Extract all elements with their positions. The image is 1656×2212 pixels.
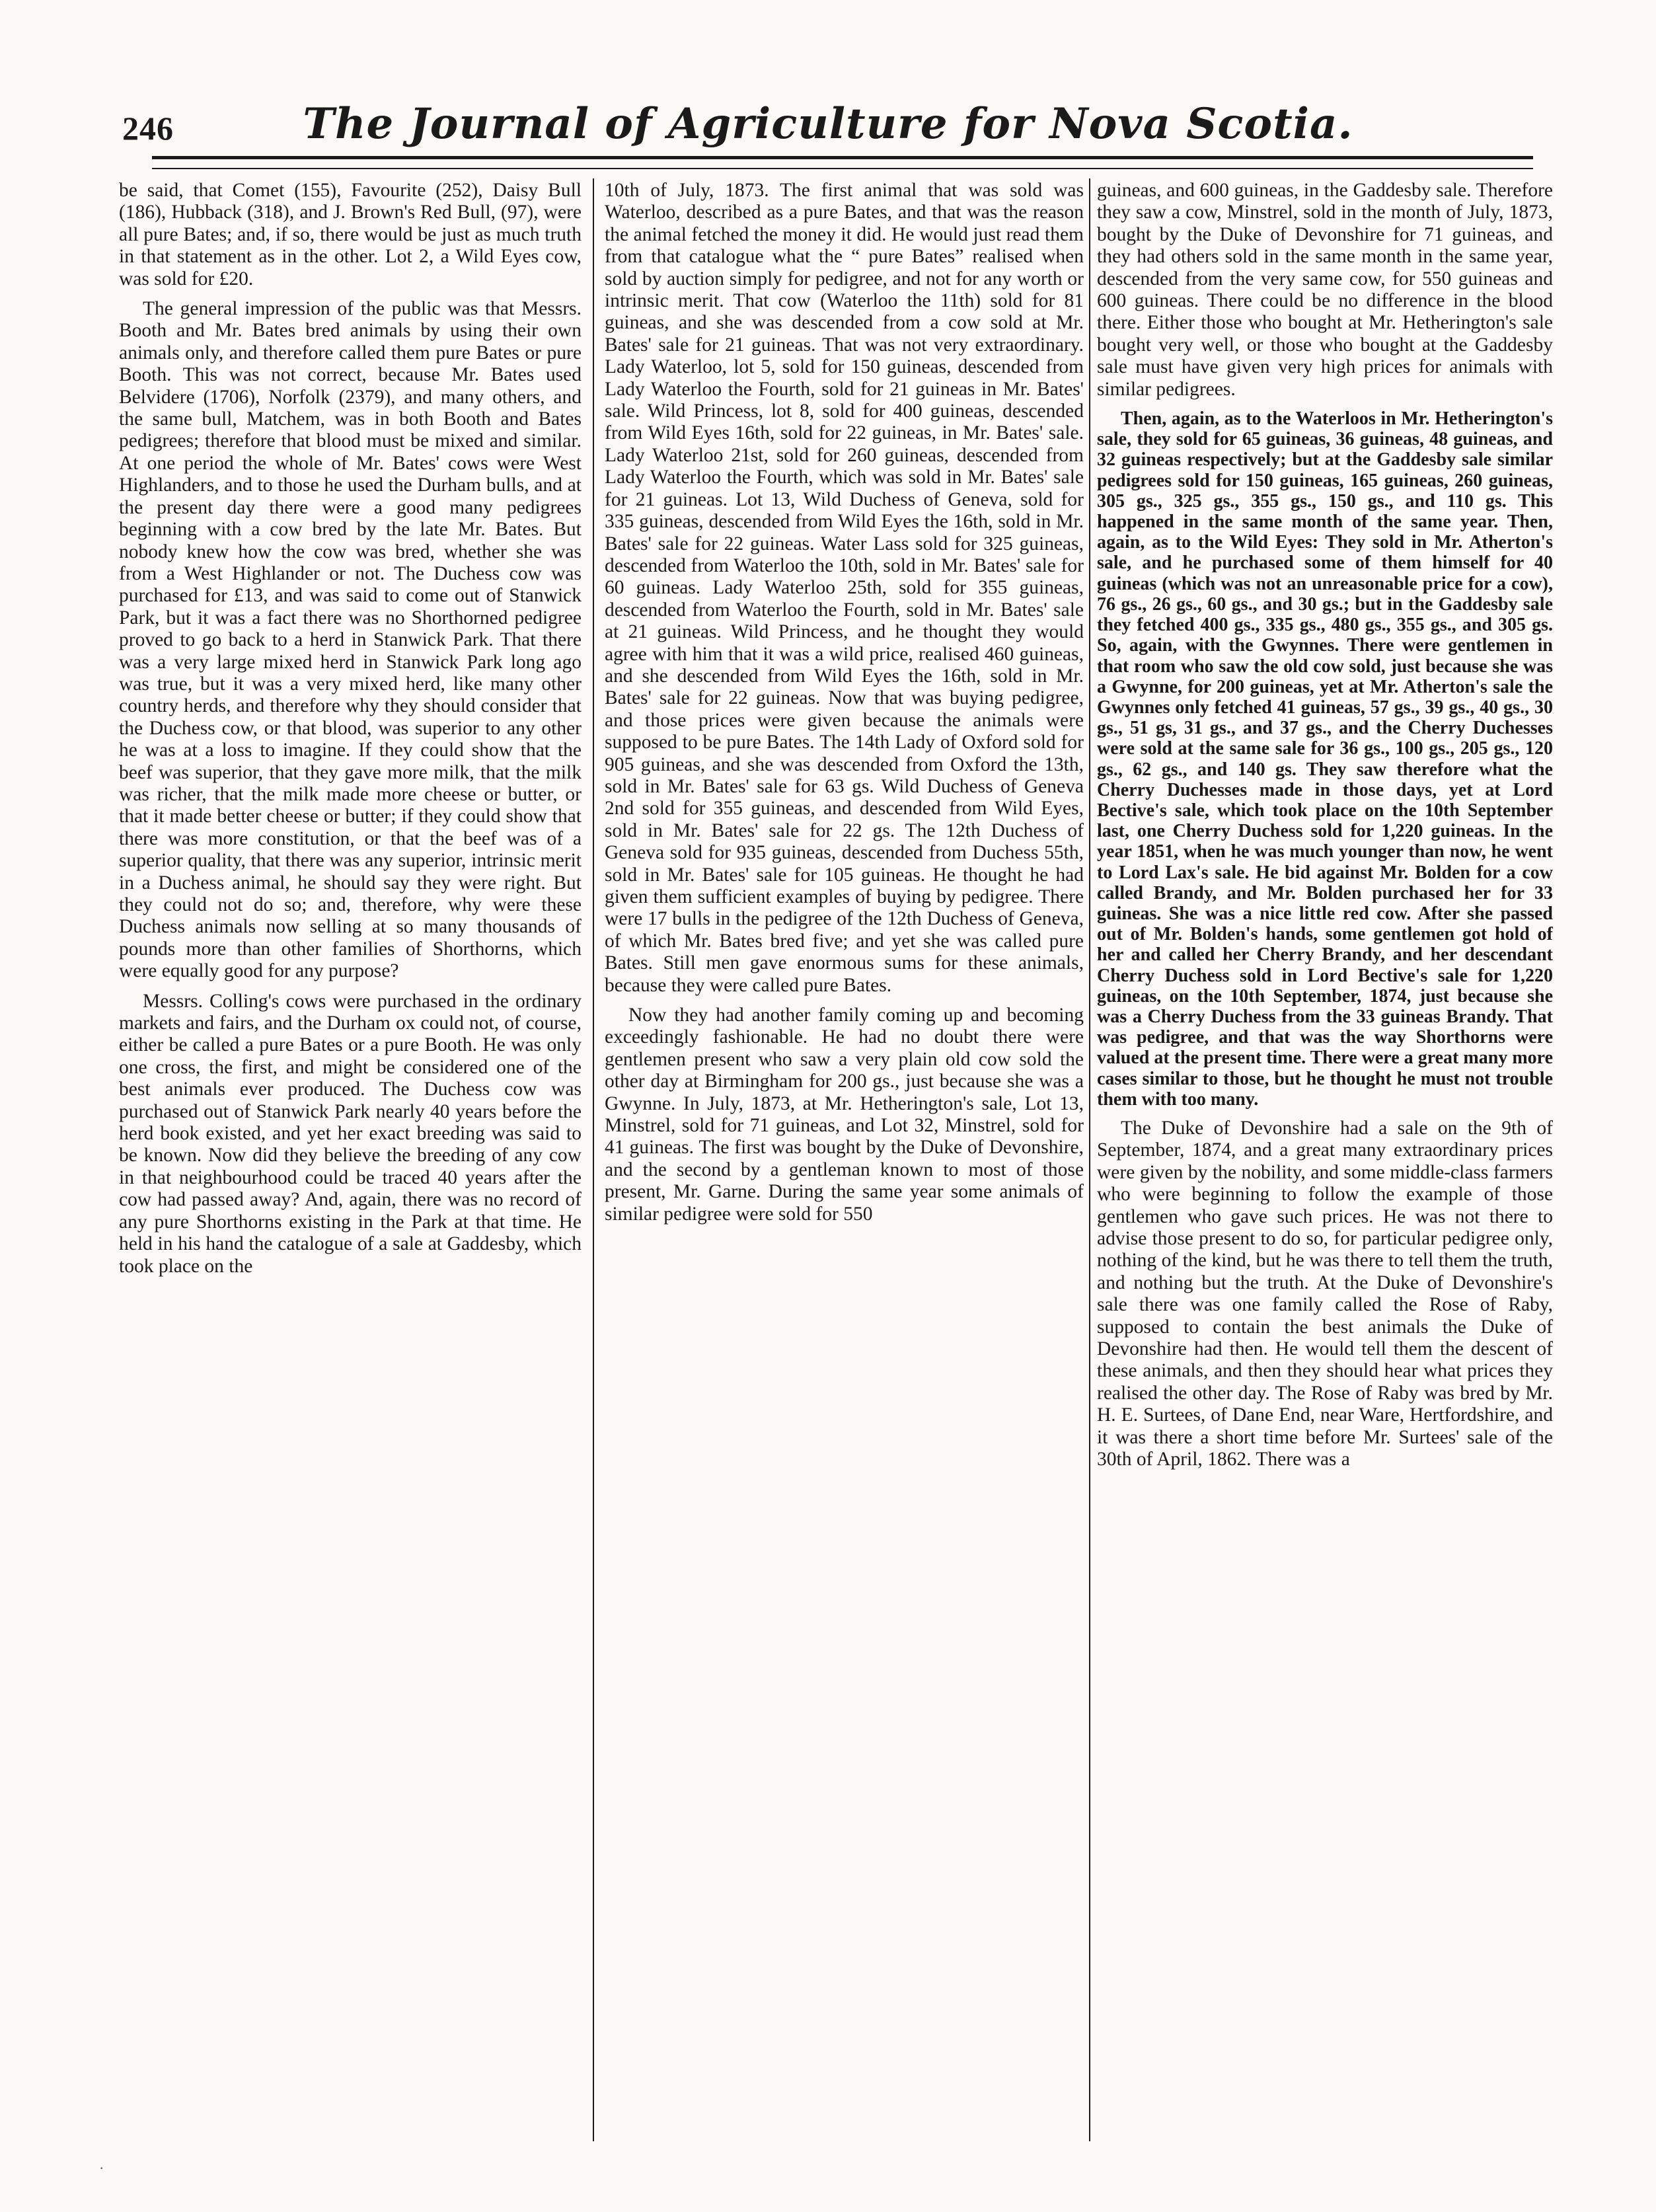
paragraph: Now they had another family coming up and becoming exceedingly fashionable. He had no doubt there were gentlemen present who saw a very plain old cow sold the other day at Birmingham for 200 gs., just because she was a Gwynne. In July, 1873, at Mr. Hetherington's sale, Lot 13, Minstrel, sold for 71 guineas, and Lot 32, Minstrel, sold for 41 guineas. The first was bought by the Duke of Devonshire, and the second by a gentleman known to most of those present, Mr. Garne. During the same year some animals of similar pedigree were sold for 550 xyxy=(605,1005,1084,1225)
paragraph: The general impression of the public was that Messrs. Booth and Mr. Bates bred animals by using their own animals only, and therefore called them pure Bates or pure Booth. This was not correct, because Mr. Bates used Belvidere (1706), Norfolk (2379), and many others, and the same bull, Matchem, was in both Booth and Bates pedigrees; therefore that blood must be mixed and similar. At one period the whole of Mr. Bates' cows were West Highlanders, and to those he used the Durham bulls, and at the present day there were a good many pedigrees beginning with a cow bred by the late Mr. Bates. But nobody knew how the cow was bred, whether she was from a West Highlander or not. The Duchess cow was purchased for £13, and was said to come out of Stanwick Park, but it was a fact there was no Shorthorned pedigree proved to go back to a herd in Stanwick Park. That there was a very large mixed herd in Stanwick Park long ago was true, but it was a very mixed herd, like many other country herds, and therefore why they should consider that the Duchess cow, or that blood, was superior to any other he was at a loss to imagine. If they could show that the beef was superior, that they gave more milk, that the milk was richer, that the milk made more cheese or butter, or that it made better cheese or butter; if they could show that there was more constitution, or that the beef was of a superior quality, that there was any superior, intrinsic merit in a Duchess animal, he should say they were right. But they could not do so; and, therefore, why were these Duchess animals now selling at so many thousands of pounds more than other families of Shorthorns, which were equally good for any purpose? xyxy=(119,298,582,982)
page-speck: · xyxy=(99,2160,104,2176)
paragraph: guineas, and 600 guineas, in the Gaddesby sale. Therefore they saw a cow, Minstrel, sold in the month of July, 1873, bought by the Duke of Devonshire for 71 guineas, and they had others sold in the same month in the same year, descended from the very same cow, for 550 guineas and 600 guineas. There could be no difference in the blood there. Either those who bought at Mr. Hetherington's sale bought very well, or those who bought at the Gaddesby sale must have given very high prices for animals with similar pedigrees. xyxy=(1097,180,1553,400)
text-column-2 xyxy=(605,180,1084,2136)
paragraph: The Duke of Devonshire had a sale on the 9th of September, 1874, and a great many extraordinary prices were given by the nobility, and some middle-class farmers who were beginning to follow the example of those gentlemen who gave such prices. He was not there to advise those present to do so, for particular pedigree only, nothing of the kind, but he was there to tell them the truth, and nothing but the truth. At the Duke of Devonshire's sale there was one family called the Rose of Raby, supposed to contain the best animals the Duke of Devonshire had then. He would tell them the descent of these animals, and then they should hear what prices they realised the other day. The Rose of Raby was bred by Mr. H. E. Surtees, of Dane End, near Ware, Hertfordshire, and it was there a short time before Mr. Surtees' sale of the 30th of April, 1862. There was a xyxy=(1097,1117,1553,1470)
paragraph: 10th of July, 1873. The first animal that was sold was Waterloo, described as a pure Bates, and that was the reason the animal fetched the money it did. He would just read them from that catalogue what the “ pure Bates” realised when sold by auction simply for pedigree, and not for any worth or intrinsic merit. That cow (Waterloo the 11th) sold for 81 guineas, and she was descended from a cow sold at Mr. Bates' sale for 21 guineas. That was not very extraordinary. Lady Waterloo, lot 5, sold for 150 guineas, descended from Lady Waterloo the Fourth, sold for 21 guineas in Mr. Bates' sale. Wild Princess, lot 8, sold for 400 guineas, descended from Wild Eyes 16th, sold for 22 guineas, in Mr. Bates' sale. Lady Waterloo 21st, sold for 260 guineas, descended from Lady Waterloo the Fourth, which was sold in Mr. Bates' sale for 21 guineas. Lot 13, Wild Duchess of Geneva, sold for 335 guineas, descended from Wild Eyes the 16th, sold in Mr. Bates' sale for 22 guineas. Water Lass sold for 325 guineas, descended from Waterloo the 10th, sold in Mr. Bates' sale for 60 guineas. Lady Waterloo 25th, sold for 355 guineas, descended from Waterloo the Fourth, sold in Mr. Bates' sale at 21 guineas. Wild Princess, and he thought they would agree with him that it was a wild price, realised 460 guineas, and she descended from Wild Eyes the 16th, sold in Mr. Bates' sale for 22 guineas. Now that was buying pedigree, and those prices were given because the animals were supposed to be pure Bates. The 14th Lady of Oxford sold for 905 guineas, and she was descended from Oxford the 13th, sold in Mr. Bates' sale for 63 gs. Wild Duchess of Geneva 2nd sold for 355 guineas, and descended from Wild Eyes, sold in Mr. Bates' sale for 22 gs. The 12th Duchess of Geneva sold for 935 guineas, descended from Duchess 55th, sold in Mr. Bates' sale for 105 guineas. He thought he had given them sufficient examples of buying by pedigree. There were 17 bulls in the pedigree of the 12th Duchess of Geneva, of which Mr. Bates bred five; and yet she was called pure Bates. Still men gave enormous sums for these animals, because they were called pure Bates. xyxy=(605,180,1084,996)
text-column-3 xyxy=(1097,180,1553,2136)
column-divider xyxy=(1089,178,1090,2141)
text-column-1 xyxy=(119,180,582,2136)
header-rule-thick xyxy=(152,156,1533,159)
journal-title: The Journal of Agriculture for Nova Scotia. xyxy=(303,99,1353,149)
paragraph: be said, that Comet (155), Favourite (252), Daisy Bull (186), Hubback (318), and J. Brown's Red Bull, (97), were all pure Bates; and, if so, there would be just as much truth in that statement as in the other. Lot 2, a Wild Eyes cow, was sold for £20. xyxy=(119,180,582,289)
page-number: 246 xyxy=(122,110,174,147)
column-divider xyxy=(593,178,594,2141)
header-rule-thin xyxy=(152,168,1533,169)
paragraph: Then, again, as to the Waterloos in Mr. Hetherington's sale, they sold for 65 guineas, 36 guineas, 48 guineas, and 32 guineas respectively; but at the Gaddesby sale similar pedigrees sold for 150 guineas, 165 guineas, 260 guineas, 305 gs., 325 gs., 355 gs., 150 gs., and 110 gs. This happened in the same month of the same year. Then, again, as to the Wild Eyes: They sold in Mr. Atherton's sale, and he purchased some of them himself for 40 guineas (which was not an unreasonable price for a cow), 76 gs., 26 gs., 60 gs., and 30 gs.; but in the Gaddesby sale they fetched 400 gs., 335 gs., 480 gs., 355 gs., and 305 gs. So, again, with the Gwynnes. There were gentlemen in that room who saw the old cow sold, just because she was a Gwynne, for 200 guineas, yet at Mr. Atherton's sale the Gwynnes only fetched 41 guineas, 57 gs., 39 gs., 40 gs., 30 gs., 51 gs, 31 gs., and 37 gs., and the Cherry Duchesses were sold at the same sale for 36 gs., 100 gs., 205 gs., 120 gs., 62 gs., and 140 gs. They saw therefore what the Cherry Duchesses made in those days, yet at Lord Bective's sale, which took place on the 10th September last, one Cherry Duchess sold for 1,220 guineas. In the year 1851, when he was much younger than now, he went to Lord Lax's sale. He bid against Mr. Bolden for a cow called Brandy, and Mr. Bolden purchased her for 33 guineas. She was a nice little red cow. After she passed out of Mr. Bolden's hands, some gentlemen got hold of her and called her Cherry Brandy, and her descendant Cherry Duchess sold in Lord Bective's sale for 1,220 guineas, on the 10th September, 1874, just because she was a Cherry Duchess from the 33 guineas Brandy. That was pedigree, and that was the way Shorthorns were valued at the present time. There were a great many more cases similar to those, but he thought he must not trouble them with too many. xyxy=(1097,408,1553,1110)
paragraph: Messrs. Colling's cows were purchased in the ordinary markets and fairs, and the Durham ox could not, of course, either be called a pure Bates or a pure Booth. He was only one cross, the first, and might be considered one of the best animals ever produced. The Duchess cow was purchased out of Stanwick Park nearly 40 years before the herd book existed, and yet her exact breeding was said to be known. Now did they believe the breeding of any cow in that neighbourhood could be traced 40 years after the cow had passed away? And, again, there was no record of any pure Shorthorns existing in the Park at that time. He held in his hand the catalogue of a sale at Gaddesby, which took place on the xyxy=(119,990,582,1277)
